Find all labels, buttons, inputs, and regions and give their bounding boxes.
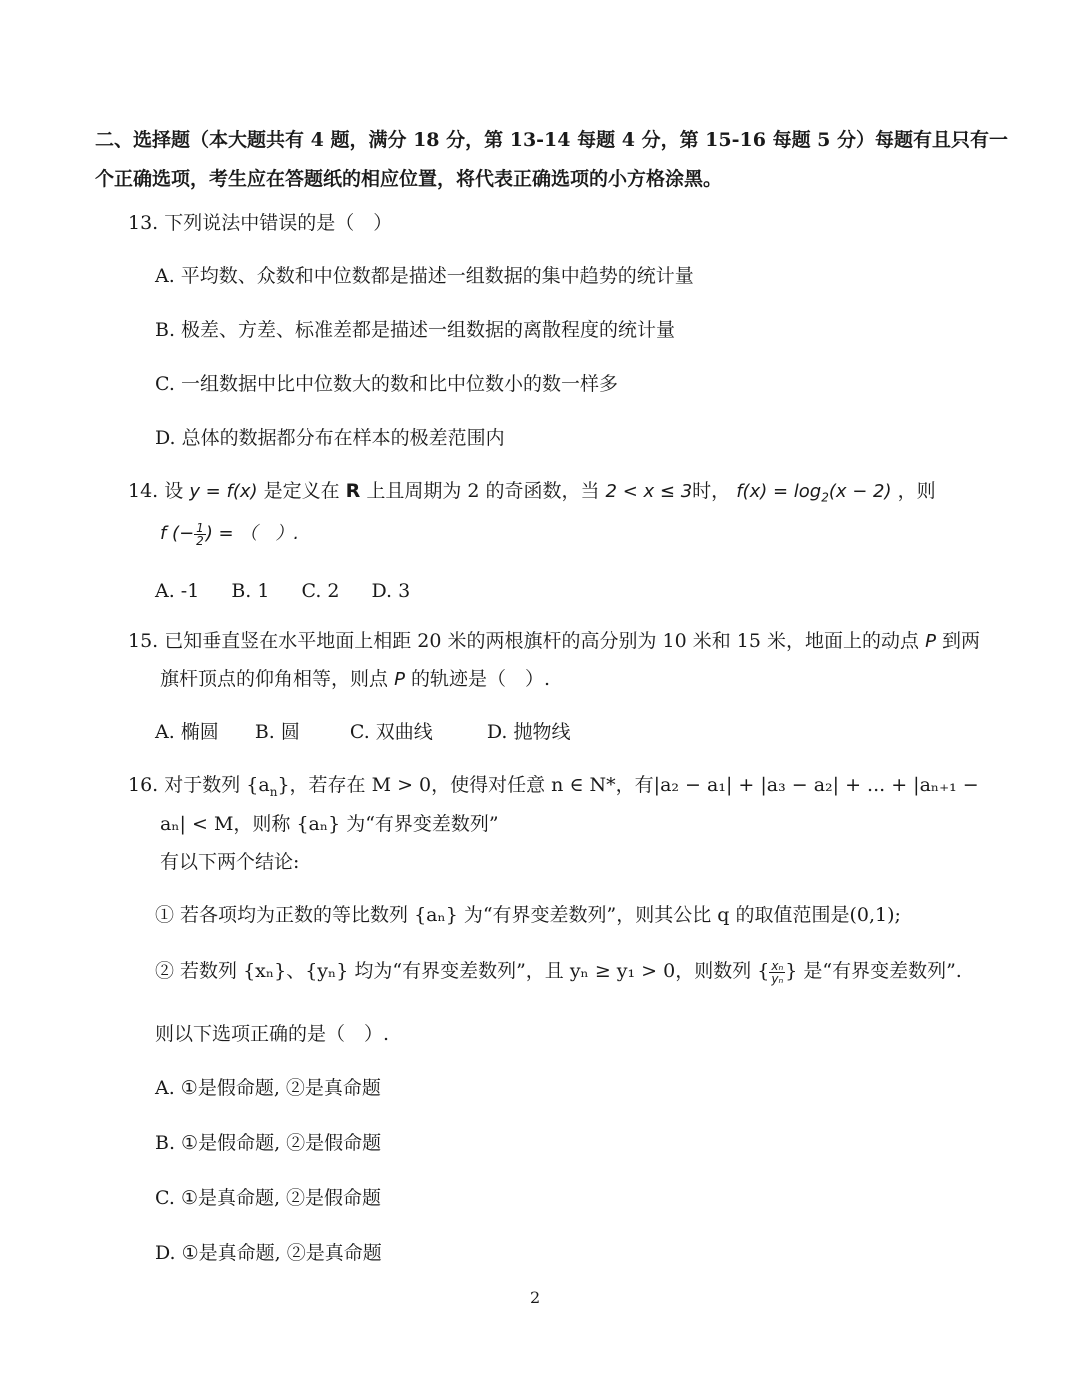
q16-conclusion-2 bbox=[155, 958, 962, 985]
q14-log: f(x) = log bbox=[736, 481, 822, 502]
q16-conclusions-intro: 有以下两个结论: bbox=[160, 851, 300, 873]
q14-equals: ) = （ ）. bbox=[205, 523, 300, 544]
q15-option-a: A. 椭圆 bbox=[155, 721, 219, 743]
q16-option-d: D. ①是真命题, ②是真命题 bbox=[155, 1242, 382, 1264]
q14-num: 14. 设 bbox=[128, 480, 184, 502]
q14-text-2: 是定义在 bbox=[263, 480, 340, 502]
q14-option-b: B. 1 bbox=[231, 580, 270, 602]
q15-stem-line2 bbox=[160, 666, 550, 693]
q16-conclusion-1: ① 若各项均为正数的等比数列 {aₙ} 为“有界变差数列”，则其公比 q 的取值范围是(0,1); bbox=[155, 904, 901, 926]
q16-fraction-num: xₙ bbox=[771, 958, 784, 973]
q14-math-7 bbox=[736, 481, 892, 505]
q14-option-a: A. -1 bbox=[155, 580, 200, 602]
q15-stem-line1 bbox=[128, 628, 980, 655]
q16-option-c: C. ①是真命题, ②是假命题 bbox=[155, 1187, 382, 1209]
q16-option-b: B. ①是假命题, ②是假命题 bbox=[155, 1132, 382, 1154]
q15-text-1b: 到两 bbox=[941, 630, 980, 652]
q13-option-c: C. 一组数据中比中位数大的数和比中位数小的数一样多 bbox=[155, 373, 618, 395]
q15-option-b: B. 圆 bbox=[254, 721, 300, 743]
q16-c2a: ② 若数列 {xₙ}、{yₙ} 均为“有界变差数列”，且 yₙ ≥ y₁ > 0，则数列 { bbox=[155, 960, 770, 982]
q14-option-d: D. 3 bbox=[371, 580, 411, 602]
q15-text-2b: 的轨迹是（ ）. bbox=[410, 668, 551, 690]
q13-option-d: D. 总体的数据都分布在样本的极差范围内 bbox=[155, 427, 505, 449]
q14-option-c: C. 2 bbox=[301, 580, 340, 602]
q14-options bbox=[155, 578, 410, 604]
q14-text-9: ，则 bbox=[897, 480, 936, 502]
q15-option-d: D. 抛物线 bbox=[486, 721, 571, 743]
q16-fraction-den: yₙ bbox=[771, 971, 784, 986]
q14-stem-line1 bbox=[128, 478, 936, 511]
q14-set-r: R bbox=[345, 480, 361, 502]
q14-fraction-den: 2 bbox=[196, 533, 204, 548]
q13-option-b: B. 极差、方差、标准差都是描述一组数据的离散程度的统计量 bbox=[155, 319, 676, 341]
q16-line1: 16. 对于数列 {a bbox=[128, 774, 270, 796]
q16-stem-line1 bbox=[128, 772, 979, 805]
q16-c2b: } 是“有界变差数列”. bbox=[785, 960, 962, 982]
q14-math-5: 2 < x ≤ 3 bbox=[605, 481, 693, 502]
q14-fraction bbox=[194, 522, 206, 547]
q14-text-4: 上且周期为 2 的奇函数，当 bbox=[366, 480, 600, 502]
q15-option-c: C. 双曲线 bbox=[349, 721, 433, 743]
section-heading-line2: 个正确选项，考生应在答题纸的相应位置，将代表正确选项的小方格涂黑。 bbox=[95, 168, 723, 190]
q14-f: f (− bbox=[160, 523, 195, 544]
q16-ask: 则以下选项正确的是（ ）. bbox=[155, 1023, 390, 1045]
q14-text-6: 时， bbox=[692, 480, 731, 502]
q16-sub-n: n bbox=[269, 784, 278, 799]
section-heading-line1: 二、选择题（本大题共有 4 题，满分 18 分，第 13-14 每题 4 分，第 15-16 每题 5 分）每题有且只有一 bbox=[95, 129, 1009, 151]
q16-fraction bbox=[769, 960, 785, 985]
q13-option-a: A. 平均数、众数和中位数都是描述一组数据的集中趋势的统计量 bbox=[155, 265, 694, 287]
q15-options bbox=[155, 719, 570, 745]
q16-stem-line2: aₙ| < M，则称 {aₙ} 为“有界变差数列” bbox=[160, 813, 499, 835]
q15-text-1a: 15. 已知垂直竖在水平地面上相距 20 米的两根旗杆的高分别为 10 米和 15 米，地面上的动点 bbox=[128, 630, 920, 652]
q14-fraction-num: 1 bbox=[196, 520, 204, 535]
q16-line1-rest: }，若存在 M > 0，使得对任意 n ∈ N*，有|a₂ − a₁| + |a₃ − a₂| + ... + |aₙ₊₁ − bbox=[277, 774, 979, 796]
page-number: 2 bbox=[530, 1288, 541, 1307]
q14-math-1: y = f(x) bbox=[189, 481, 258, 502]
q15-point-p2: P bbox=[394, 669, 405, 690]
q16-option-a: A. ①是假命题, ②是真命题 bbox=[155, 1077, 381, 1099]
q14-stem-line2 bbox=[160, 520, 299, 547]
q15-point-p: P bbox=[925, 631, 936, 652]
q15-text-2a: 旗杆顶点的仰角相等，则点 bbox=[160, 668, 389, 690]
q13-stem: 13. 下列说法中错误的是（ ） bbox=[128, 212, 393, 234]
q14-log-base: 2 bbox=[821, 490, 829, 505]
q14-log-arg: (x − 2) bbox=[828, 481, 892, 502]
